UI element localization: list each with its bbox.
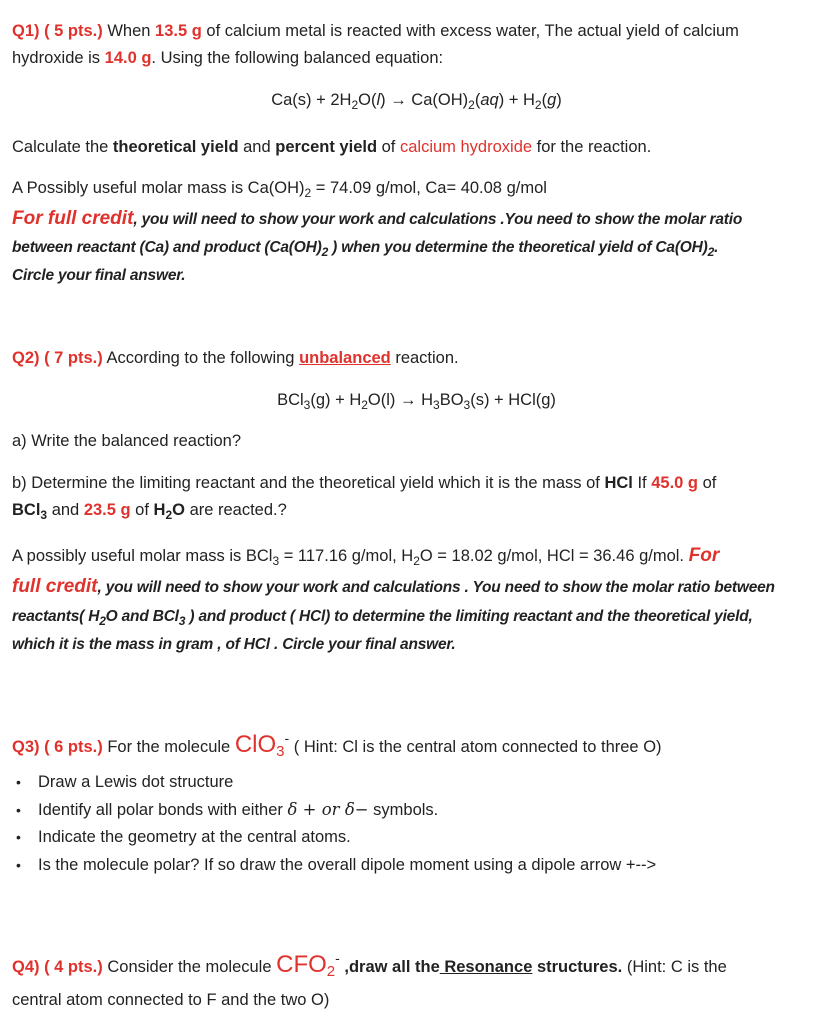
q2-credit-3: which it is the mass in gram , of HCl . Circle your final answer. (12, 636, 456, 653)
q1-credit-2: between reactant (Ca) and product ($Ca(OH)_2$ ) when you determine the theoretical yield of $Ca(OH)_2$. (12, 239, 719, 259)
q2-credit-2: reactants( $H_2O$ and BCl$_3$ ) and product ( HCl) to determine the limiting reactant and the theoretical yield, (12, 608, 753, 628)
q3-bullet-4: • Is the molecule polar? If so draw the overall dipole moment using a dipole arrow +--> (16, 856, 657, 874)
q1-credit-3: Circle your final answer. (12, 267, 186, 284)
q1-molar-mass: A Possibly useful molar mass is $Ca(OH)_2 = 74.09$ g/mol, Ca= 40.08 g/mol (12, 179, 547, 200)
q2-molar-mass: A possibly useful molar mass is BCl$_3$ = 117.16 g/mol, $H_2O = 18.02$ g/mol, HCl = 36.46 g/mol. For (12, 545, 720, 568)
q2-line-1: Q2) ( 7 pts.) According to the following unbalanced reaction. (12, 349, 459, 367)
q4-label: Q4) ( 4 pts.) (12, 958, 103, 976)
q1-line-1: Q1) ( 5 pts.) When 13.5 g of calcium metal is reacted with excess water, The actual yield of calcium (12, 22, 739, 40)
q1-actual-yield: 14.0 g (104, 49, 152, 67)
q4-line-1: Q4) ( 4 pts.) Consider the molecule CFO2- ,draw all the Resonance structures. (Hint: C is the (12, 950, 727, 980)
q3-label: Q3) ( 6 pts.) (12, 738, 103, 756)
q4-molecule: CFO (276, 951, 327, 978)
q2-label: Q2) ( 7 pts.) (12, 349, 103, 367)
q1-credit-1: For full credit, you will need to show your work and calculations .You need to show the molar ratio (12, 208, 743, 229)
q3-line-1: Q3) ( 6 pts.) For the molecule ClO3- ( Hint: Cl is the central atom connected to three O) (12, 730, 662, 760)
q2-part-b-1: b) Determine the limiting reactant and the theoretical yield which it is the mass of HCl If 45.0 g of (12, 474, 717, 492)
q2-part-a: a) Write the balanced reaction? (12, 432, 241, 450)
q2-credit-1: full credit, you will need to show your work and calculations . You need to show the molar ratio between (12, 576, 775, 597)
q3-bullet-3: • Indicate the geometry at the central atoms. (16, 828, 351, 846)
q3-molecule: ClO (234, 731, 277, 758)
q1-label: Q1) ( 5 pts.) (12, 22, 103, 40)
q1-mass-ca: 13.5 g (155, 22, 202, 40)
q2-part-b-2: BCl$_3$ and 23.5 g of $H_2O$ are reacted.? (12, 501, 287, 522)
q3-bullet-2: • Identify all polar bonds with either δ + or δ− symbols. (16, 800, 439, 819)
q1-task: Calculate the theoretical yield and percent yield of calcium hydroxide for the reaction. (12, 138, 652, 156)
q2-equation: $BCl_3(g) + H_2O(l) \to H_3BO_3(s) + HCl(g)$ (277, 391, 556, 412)
q1-line-2: hydroxide is 14.0 g. Using the following balanced equation: (12, 49, 444, 67)
q3-bullet-1: • Draw a Lewis dot structure (16, 773, 234, 791)
q1-equation: $Ca(s) + 2H_2O(l) \to Ca(OH)_2(aq) + H_2(g)$ (271, 91, 562, 112)
q4-line-2: central atom connected to F and the two O) (12, 991, 330, 1009)
